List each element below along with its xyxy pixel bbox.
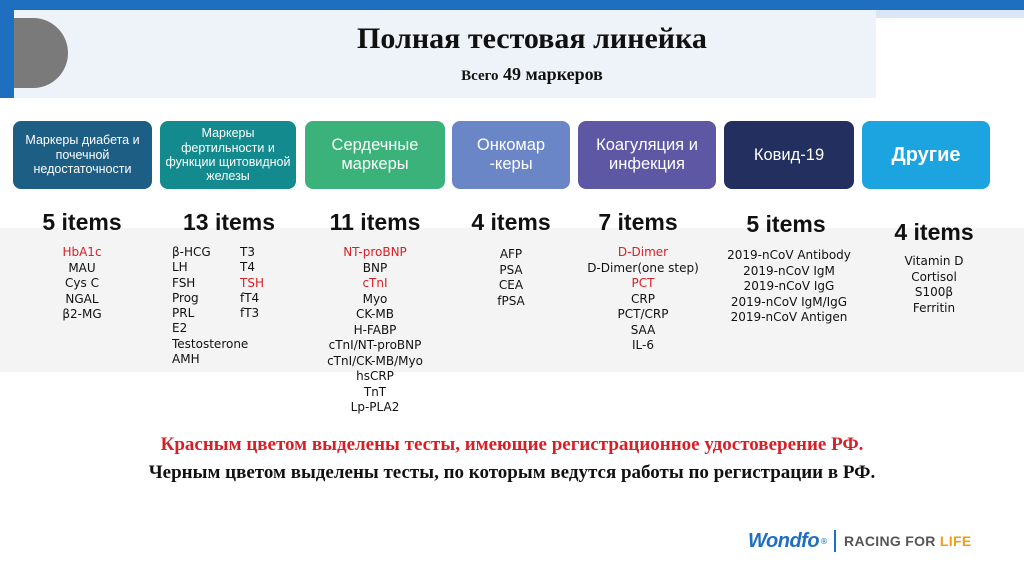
list-item: β2-MG xyxy=(62,307,102,321)
category-diabetes-kidney[interactable]: Маркеры диабета и почечной недостаточности xyxy=(13,121,152,189)
category-covid19[interactable]: Ковид-19 xyxy=(724,121,854,189)
list-item: NGAL xyxy=(65,291,99,306)
list-row xyxy=(172,337,292,352)
count-covid: 5 items xyxy=(746,211,826,237)
page-subtitle xyxy=(0,64,1024,85)
subtitle-count: 49 xyxy=(503,64,522,84)
count-fertility: 13 items xyxy=(182,209,276,235)
list-item: AFP xyxy=(499,247,523,261)
brand-separator xyxy=(834,530,836,552)
list-item: CRP xyxy=(631,291,655,306)
list-item: LH xyxy=(172,260,188,275)
list-row xyxy=(172,276,292,291)
list-item: FSH xyxy=(172,275,196,290)
header-top-bar xyxy=(0,0,1024,10)
items-diabetes xyxy=(22,245,142,323)
list-item: β-HCG xyxy=(172,245,211,259)
items-covid xyxy=(724,248,854,326)
page-title: Полная тестовая линейка xyxy=(357,22,707,55)
category-cardiac[interactable]: Сердечные маркеры xyxy=(305,121,445,189)
list-item: MAU xyxy=(68,260,96,275)
list-row xyxy=(172,352,292,367)
items-coagulation xyxy=(578,245,708,354)
list-item: 2019-nCoV Antibody xyxy=(727,248,851,262)
list-item: CK-MB xyxy=(356,307,394,321)
list-item: 2019-nCoV IgM/IgG xyxy=(730,294,848,309)
list-item: NT-proBNP xyxy=(343,245,407,259)
list-item: IL-6 xyxy=(632,338,654,352)
list-item: fT4 xyxy=(240,290,260,305)
count-coagulation: 7 items xyxy=(598,209,678,235)
list-item: CEA xyxy=(498,278,524,292)
list-item: Myo xyxy=(362,291,388,306)
list-item: PRL xyxy=(172,306,195,321)
list-item: PCT/CRP xyxy=(617,307,669,321)
header-band-right xyxy=(876,10,1024,18)
list-row xyxy=(172,321,292,336)
list-item: Cys C xyxy=(65,276,99,290)
list-item: BNP xyxy=(362,260,388,275)
list-item: TnT xyxy=(363,384,387,399)
list-item: HbA1c xyxy=(62,245,102,259)
registered-mark-icon: ® xyxy=(820,536,829,546)
brand-tagline-life: LIFE xyxy=(939,533,972,549)
brand-logo: Wondfo xyxy=(748,529,820,552)
count-cardiac: 11 items xyxy=(329,209,421,235)
list-item: hsCRP xyxy=(356,369,394,383)
list-item: S100β xyxy=(914,285,954,299)
count-oncomarkers: 4 items xyxy=(471,209,551,235)
subtitle-suffix: маркеров xyxy=(525,64,603,84)
list-item: E2 xyxy=(172,321,188,336)
category-other[interactable]: Другие xyxy=(862,121,990,189)
brand-tagline xyxy=(844,533,971,549)
list-item: Cortisol xyxy=(911,269,957,284)
list-item: Ferritin xyxy=(912,300,956,315)
items-other xyxy=(870,254,998,316)
list-item: Prog xyxy=(172,290,199,305)
note-registered-red: Красным цветом выделены тесты, имеющие регистрационное удостоверение РФ. xyxy=(160,434,864,455)
items-cardiac xyxy=(305,245,445,416)
list-item: cTnI xyxy=(362,276,388,290)
brand-tagline-prefix: RACING FOR xyxy=(844,533,936,549)
items-oncomarkers xyxy=(452,247,570,309)
list-item: AMH xyxy=(172,352,200,367)
category-oncomarkers[interactable]: Онкомар -керы xyxy=(452,121,570,189)
list-item: D-Dimer xyxy=(617,245,669,259)
list-item: Testosterone xyxy=(172,336,249,351)
subtitle-prefix: Всего xyxy=(461,68,499,84)
items-fertility xyxy=(172,245,292,367)
list-item: PSA xyxy=(499,262,523,277)
list-item: T3 xyxy=(240,245,255,259)
category-coagulation-infection[interactable]: Коагуляция и инфекция xyxy=(578,121,716,189)
list-item: fPSA xyxy=(497,293,525,308)
list-item: Vitamin D xyxy=(904,254,964,268)
list-item: 2019-nCoV Antigen xyxy=(730,310,848,324)
note-pending-black: Черным цветом выделены тесты, по которым ведутся работы по регистрации в РФ. xyxy=(148,462,876,483)
list-item: SAA xyxy=(630,322,656,337)
list-item: PCT xyxy=(631,276,655,290)
list-item: Lp-PLA2 xyxy=(350,400,400,414)
list-item: D-Dimer(one step) xyxy=(587,260,699,275)
list-item: H-FABP xyxy=(353,322,397,337)
list-item: T4 xyxy=(240,260,255,275)
count-diabetes: 5 items xyxy=(42,209,122,235)
brand-footer xyxy=(748,528,971,554)
list-item: 2019-nCoV IgM xyxy=(743,263,835,278)
list-item: TSH xyxy=(240,275,264,290)
list-row xyxy=(172,245,292,260)
list-item: fT3 xyxy=(240,306,260,321)
count-other: 4 items xyxy=(894,219,974,245)
list-row xyxy=(172,291,292,306)
list-row xyxy=(172,306,292,321)
list-item: cTnI/CK-MB/Myo xyxy=(327,353,423,368)
list-item: 2019-nCoV IgG xyxy=(743,279,835,293)
list-row xyxy=(172,260,292,275)
list-item: cTnI/NT-proBNP xyxy=(328,338,422,352)
category-fertility-thyroid[interactable]: Маркеры фертильности и функции щитовидной железы xyxy=(160,121,296,189)
